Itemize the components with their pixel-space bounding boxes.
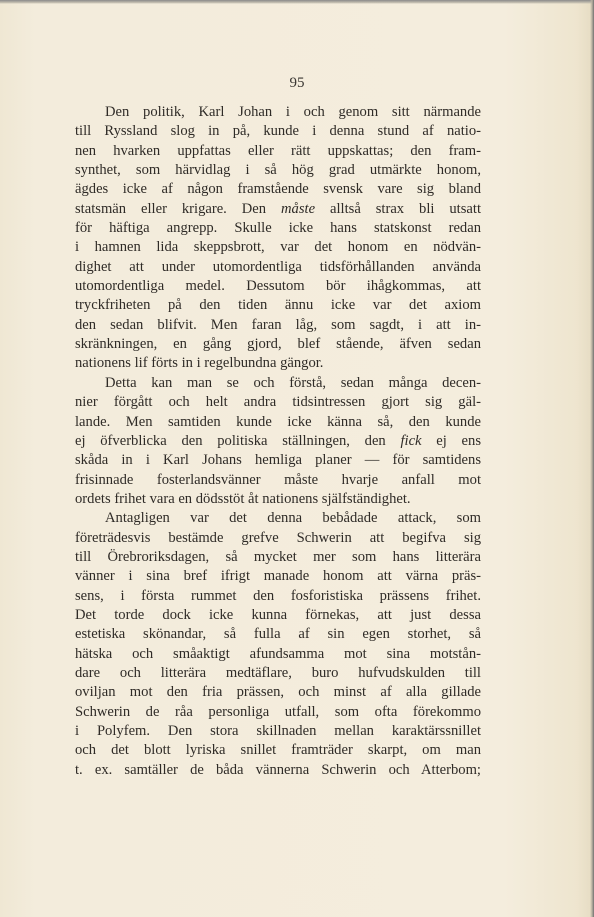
text-line (75, 335, 481, 354)
text-segment: Antagligen var det denna bebådade attack, som (105, 510, 481, 527)
text-segment: dare och litterära medtäflare, buro hufvudskulden till (75, 664, 481, 681)
text-line (75, 354, 481, 373)
text-line (75, 219, 481, 238)
text-segment: till Örebroriksdagen, så mycket mer som hans litterära (75, 548, 481, 565)
text-line (75, 180, 481, 199)
text-segment: sens, i första rummet den fosforistiska prässens frihet. (75, 587, 481, 604)
text-line (75, 451, 481, 470)
text-line (75, 200, 481, 219)
text-line (75, 548, 481, 567)
italic-word: måste (281, 200, 316, 217)
text-line (75, 296, 481, 315)
text-segment: den sedan blifvit. Men faran låg, som sagdt, i att in- (75, 316, 481, 333)
text-segment: alltså strax bli utsatt (315, 200, 481, 217)
text-segment: skränkningen, en gång gjord, blef stående, äfven sedan (75, 336, 481, 353)
text-segment: dighet att under utomordentliga tidsförhållanden använda (75, 258, 481, 275)
text-line (75, 645, 481, 664)
text-segment: estetiska skönandar, så fulla af sin egen storhet, så (75, 626, 481, 643)
text-line (75, 529, 481, 548)
page-right-edge (590, 0, 594, 917)
text-line (75, 567, 481, 586)
page-top-edge (0, 0, 594, 4)
text-line (75, 761, 481, 780)
text-segment: för häftiga angrepp. Skulle icke hans statskonst redan (75, 220, 481, 237)
text-line (75, 471, 481, 490)
body-text (75, 103, 481, 780)
text-segment: Schwerin de råa personliga utfall, som ofta förekommo (75, 703, 481, 720)
text-segment: nier förgått och helt andra tidsintressen gjort sig gäl- (75, 394, 481, 411)
text-segment: hätska och småaktigt afundsamma mot sina motstån- (75, 645, 481, 662)
text-line (75, 277, 481, 296)
text-segment: oviljan mot den fria prässen, och minst af alla gillade (75, 684, 481, 701)
text-line (75, 142, 481, 161)
text-segment: ägdes icke af någon framstående svensk vare sig bland (75, 181, 481, 198)
text-segment: Det torde dock icke kunna förnekas, att just dessa (75, 606, 481, 623)
text-segment: till Ryssland slog in på, kunde i denna stund af natio- (75, 123, 481, 140)
text-segment: statsmän eller krigare. Den (75, 200, 282, 217)
text-line (75, 103, 481, 122)
text-segment: t. ex. samtäller de båda vännerna Schwerin och Atterbom; (75, 761, 481, 778)
text-line (75, 490, 481, 509)
text-segment: frisinnade fosterlandsvänner måste hvarje anfall mot (75, 471, 481, 488)
text-line (75, 316, 481, 335)
text-line (75, 161, 481, 180)
text-segment: företrädesvis bestämde grefve Schwerin att begifva sig (75, 529, 481, 546)
text-line (75, 741, 481, 760)
text-line (75, 432, 481, 451)
text-segment: vänner i sina bref ifrigt manade honom att värna präs- (75, 568, 481, 585)
text-line (75, 625, 481, 644)
text-segment: ordets frihet vara en dödsstöt åt nationens själfständighet. (75, 490, 411, 507)
text-segment: tryckfriheten på den tiden ännu icke var det axiom (75, 297, 481, 314)
text-line (75, 606, 481, 625)
text-line (75, 664, 481, 683)
text-line (75, 703, 481, 722)
text-segment: Detta kan man se och förstå, sedan många decen- (105, 374, 481, 391)
text-line (75, 238, 481, 257)
text-segment: utomordentliga medel. Dessutom bör ihågkommas, att (75, 278, 481, 295)
text-segment: nationens lif förts in i regelbundna gängor. (75, 355, 324, 372)
text-line (75, 122, 481, 141)
text-line (75, 413, 481, 432)
text-segment: i Polyfem. Den stora skillnaden mellan karaktärssnillet (75, 723, 481, 739)
text-line (75, 683, 481, 702)
page-number: 95 (289, 75, 305, 91)
italic-word: fick (400, 432, 422, 449)
text-segment: ej ens (421, 432, 481, 449)
text-segment: och det blott lyriska snillet framträder skarpt, om man (75, 742, 481, 759)
text-line (75, 587, 481, 606)
text-line (75, 509, 481, 528)
text-segment: ej öfverblicka den politiska ställningen, den (75, 432, 401, 449)
text-segment: lande. Men samtiden kunde icke känna så, den kunde (75, 413, 481, 430)
text-segment: nen hvarken uppfattas eller rätt uppskattas; den fram- (75, 142, 481, 159)
text-segment: synthet, som härvidlag i så hög grad utmärkte honom, (75, 162, 481, 179)
text-segment: skåda in i Karl Johans hemliga planer — för samtidens (75, 452, 481, 469)
text-segment: i hamnen lida skeppsbrott, var det honom en nödvän- (75, 239, 481, 256)
text-line (75, 374, 481, 393)
text-line (75, 722, 481, 741)
text-line (75, 258, 481, 277)
text-segment: Den politik, Karl Johan i och genom sitt närmande (105, 104, 481, 120)
text-line (75, 393, 481, 412)
